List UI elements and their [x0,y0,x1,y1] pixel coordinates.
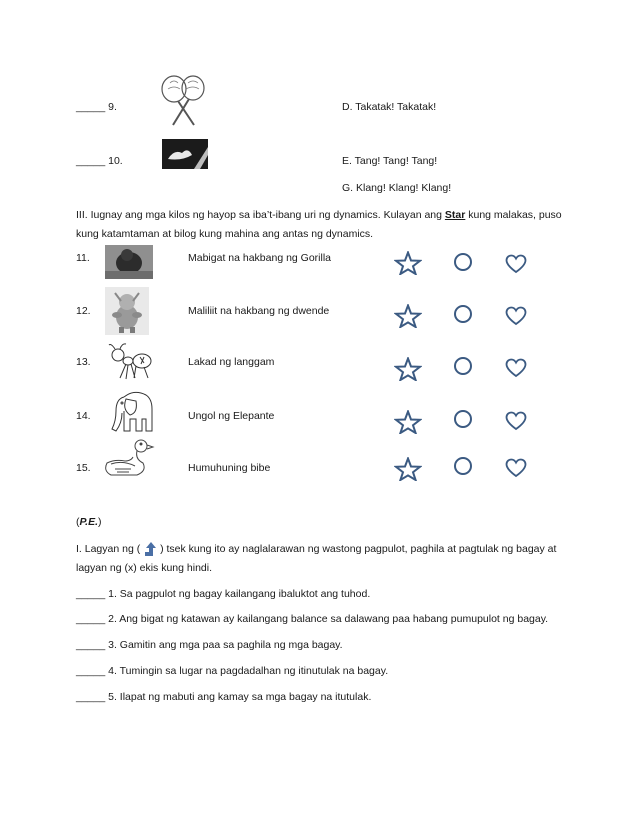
circle-icon[interactable] [453,409,473,432]
dwarf-figure-icon [105,287,149,335]
circle-icon[interactable] [453,252,473,275]
item-15-number: 15. [76,462,91,474]
heart-icon[interactable] [505,306,527,329]
item-12-text: Maliliit na hakbang ng dwende [188,305,330,317]
item-11-text: Mabigat na hakbang ng Gorilla [188,252,332,264]
section-3-instruction: III. Iugnay ang mga kilos ng hayop sa iba’t-ibang uri ng dynamics. Kulayan ang Star kung malakas, puso kung katamtaman at bilog kung mahina ang antas ng dynamics. [76,209,562,240]
circle-icon[interactable] [453,304,473,327]
circle-icon[interactable] [453,356,473,379]
item-15-text: Humuhuning bibe [188,462,271,474]
choice-g: G. Klang! Klang! Klang! [342,182,452,194]
star-icon[interactable] [394,251,422,278]
heart-icon[interactable] [505,358,527,381]
item-13-text: Lakad ng langgam [188,356,275,368]
item-14-text: Ungol ng Elepante [188,410,275,422]
item-11-number: 11. [76,252,90,264]
item-14-number: 14. [76,410,91,422]
item-12-number: 12. [76,305,91,317]
gorilla-photo-icon [105,245,153,279]
pe-item-2: _____ 2. Ang bigat ng katawan ay kailangang balance sa dalawang paa habang pumupulot ng bagay. [76,613,549,625]
maracas-icon [158,73,210,127]
item-10-row [76,155,123,167]
check-arrow-icon [143,541,157,557]
item-9-number: 9. [108,101,117,113]
item-10-number: 10. [108,155,123,167]
pe-item-5: _____ 5. Ilapat ng mabuti ang kamay sa mga bagay na itutulak. [76,691,372,703]
heart-icon[interactable] [505,254,527,277]
star-keyword: Star [444,209,466,221]
star-icon[interactable] [394,357,422,384]
elephant-drawing-icon [110,387,154,435]
circle-icon[interactable] [453,456,473,479]
heart-icon[interactable] [505,458,527,481]
cymbal-photo-icon [162,139,208,169]
pe-item-3: _____ 3. Gamitin ang mga paa sa paghila ng mga bagay. [76,639,343,651]
pe-item-1: _____ 1. Sa pagpulot ng bagay kailangang ibaluktot ang tuhod. [76,588,371,600]
choice-d: D. Takatak! Takatak! [342,101,437,113]
item-9-row [76,101,117,113]
item-9-blank[interactable]: _____ [76,101,106,113]
star-icon[interactable] [394,304,422,331]
pe-instruction: I. Lagyan ng ( ) tsek kung ito ay naglalarawan ng wastong pagpulot, paghila at pagtulak ng bagay at lagyan ng (x) ekis kung hindi. [76,543,557,574]
heart-icon[interactable] [505,411,527,434]
item-13-number: 13. [76,356,91,368]
star-icon[interactable] [394,457,422,484]
item-10-blank[interactable]: _____ [76,155,106,167]
pe-item-4: _____ 4. Tumingin sa lugar na pagdadalhan ng itinutulak na bagay. [76,665,389,677]
choice-e: E. Tang! Tang! Tang! [342,155,438,167]
duck-drawing-icon [103,436,155,480]
ant-drawing-icon [106,343,154,381]
pe-heading: (P.E.) [76,516,102,528]
star-icon[interactable] [394,410,422,437]
